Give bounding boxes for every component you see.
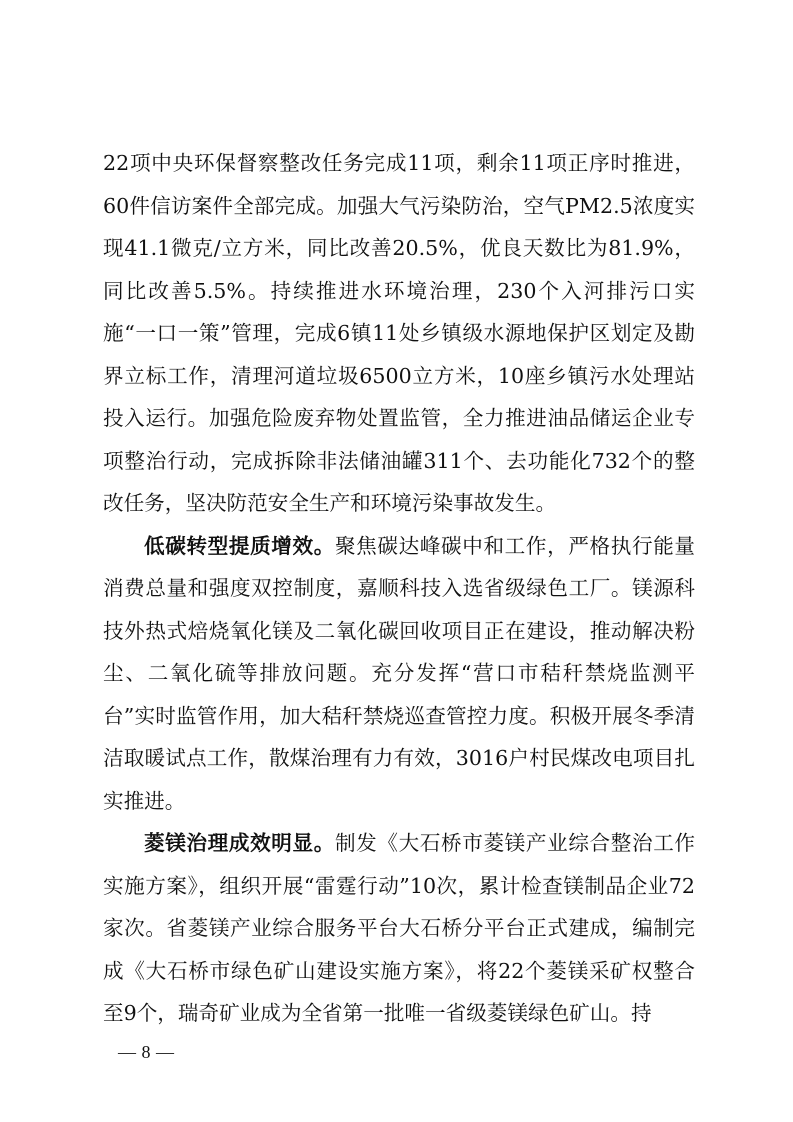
paragraph-text: 制发《大石桥市菱镁产业综合整治工作实施方案》，组织开展“雷霆行动”10次，累计检查镁制品企业72家次。省菱镁产业综合服务平台大石桥分平台正式建成，编制完成《大石桥市绿色矿山建设实施方案》，将22个菱镁采矿权整合至9个，瑞奇矿业成为全省第一批唯一省级菱镁绿色矿山。持 [103, 831, 696, 1025]
paragraph-magnesite [103, 822, 695, 1035]
paragraph-low-carbon [103, 525, 695, 823]
page-number: — 8 — [118, 1042, 175, 1062]
paragraph-text: 聚焦碳达峰碳中和工作，严格执行能量消费总量和强度双控制度，嘉顺科技入选省级绿色工厂。镁源科技外热式焙烧氧化镁及二氧化碳回收项目正在建设，推动解决粉尘、二氧化硫等排放问题。充分发挥“营口市秸秆禁烧监测平台”实时监管作用，加大秸秆禁烧巡查管控力度。积极开展冬季清洁取暖试点工作，散煤治理有力有效，3016户村民煤改电项目扎实推进。 [103, 533, 696, 813]
paragraph-lead: 菱镁治理成效明显。 [144, 831, 335, 855]
body-text [103, 142, 695, 1035]
paragraph-environment [103, 142, 695, 525]
paragraph-lead: 低碳转型提质增效。 [144, 533, 335, 558]
paragraph-text: 22项中央环保督察整改任务完成11项，剩余11项正序时推进，60件信访案件全部完成。加强大气污染防治，空气PM2.5浓度实现41.1微克/立方米，同比改善20.5%，优良天数比为81.9%，同比改善5.5%。持续推进水环境治理，230个入河排污口实施“一口一策”管理，完成6镇11处乡镇级水源地保护区划定及勘界立标工作，清理河道垃圾6500立方米，10座乡镇污水处理站投入运行。加强危险废弃物处置监管，全力推进油品储运企业专项整治行动，完成拆除非法储油罐311个、去功能化732个的整改任务，坚决防范安全生产和环境污染事故发生。 [103, 151, 695, 515]
